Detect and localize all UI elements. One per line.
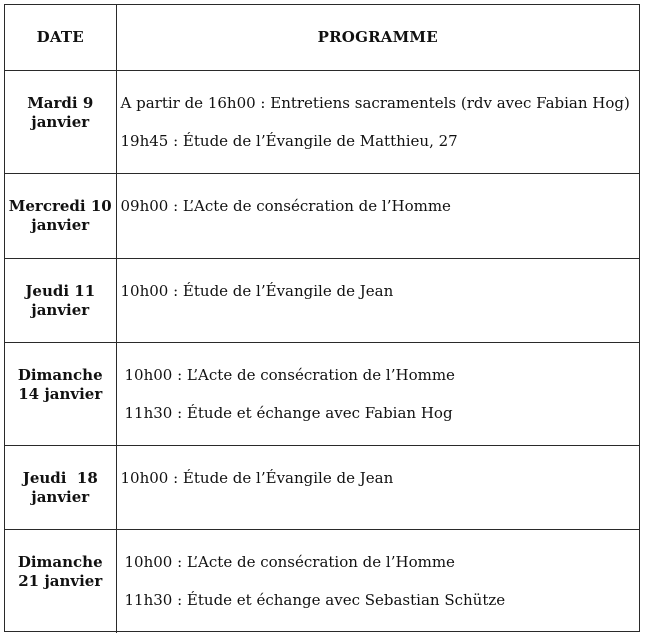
programme-item: 10h00 : L’Acte de consécration de l’Homme xyxy=(124,365,455,384)
programme-item: 10h00 : Étude de l’Évangile de Jean xyxy=(120,281,394,300)
programme-cell xyxy=(116,529,639,633)
date-line: 21 janvier xyxy=(18,571,103,590)
date-line: 14 janvier xyxy=(18,384,103,403)
date-line: Mercredi 10 xyxy=(8,196,112,215)
date-line: Mardi 9 xyxy=(27,93,94,112)
programme-item: 09h00 : L’Acte de consécration de l’Homme xyxy=(120,196,451,215)
programme-cell xyxy=(116,445,639,529)
date-line: Dimanche xyxy=(17,365,103,384)
programme-cell xyxy=(116,173,639,258)
table-row xyxy=(5,70,639,173)
date-column-header: DATE xyxy=(5,5,116,70)
date-cell xyxy=(5,70,116,173)
date-line: janvier xyxy=(31,112,90,131)
schedule-table-frame xyxy=(4,4,640,632)
table-header-row xyxy=(5,5,639,70)
date-line: Dimanche xyxy=(17,552,103,571)
date-line: janvier xyxy=(31,300,90,319)
programme-cell xyxy=(116,70,639,173)
date-cell xyxy=(5,173,116,258)
date-line: janvier xyxy=(31,215,90,234)
table-row xyxy=(5,529,639,633)
date-cell xyxy=(5,258,116,342)
date-line: Jeudi 11 xyxy=(25,281,96,300)
programme-cell xyxy=(116,342,639,445)
programme-column-header: PROGRAMME xyxy=(116,5,639,70)
date-line: janvier xyxy=(31,487,90,506)
date-line: Jeudi 18 xyxy=(22,468,98,487)
programme-item: 11h30 : Étude et échange avec Sebastian Schütze xyxy=(124,590,506,609)
programme-item: 19h45 : Étude de l’Évangile de Matthieu, 27 xyxy=(120,131,458,150)
programme-item: 10h00 : Étude de l’Évangile de Jean xyxy=(120,468,394,487)
table-row xyxy=(5,445,639,529)
programme-item: 11h30 : Étude et échange avec Fabian Hog xyxy=(124,403,453,422)
programme-item: A partir de 16h00 : Entretiens sacramentels (rdv avec Fabian Hog) xyxy=(120,93,630,112)
programme-item: 10h00 : L’Acte de consécration de l’Homme xyxy=(124,552,455,571)
programme-cell xyxy=(116,258,639,342)
table-row xyxy=(5,342,639,445)
date-cell xyxy=(5,529,116,633)
date-cell xyxy=(5,342,116,445)
table-row xyxy=(5,258,639,342)
date-cell xyxy=(5,445,116,529)
table-row xyxy=(5,173,639,258)
schedule-table xyxy=(5,5,639,633)
